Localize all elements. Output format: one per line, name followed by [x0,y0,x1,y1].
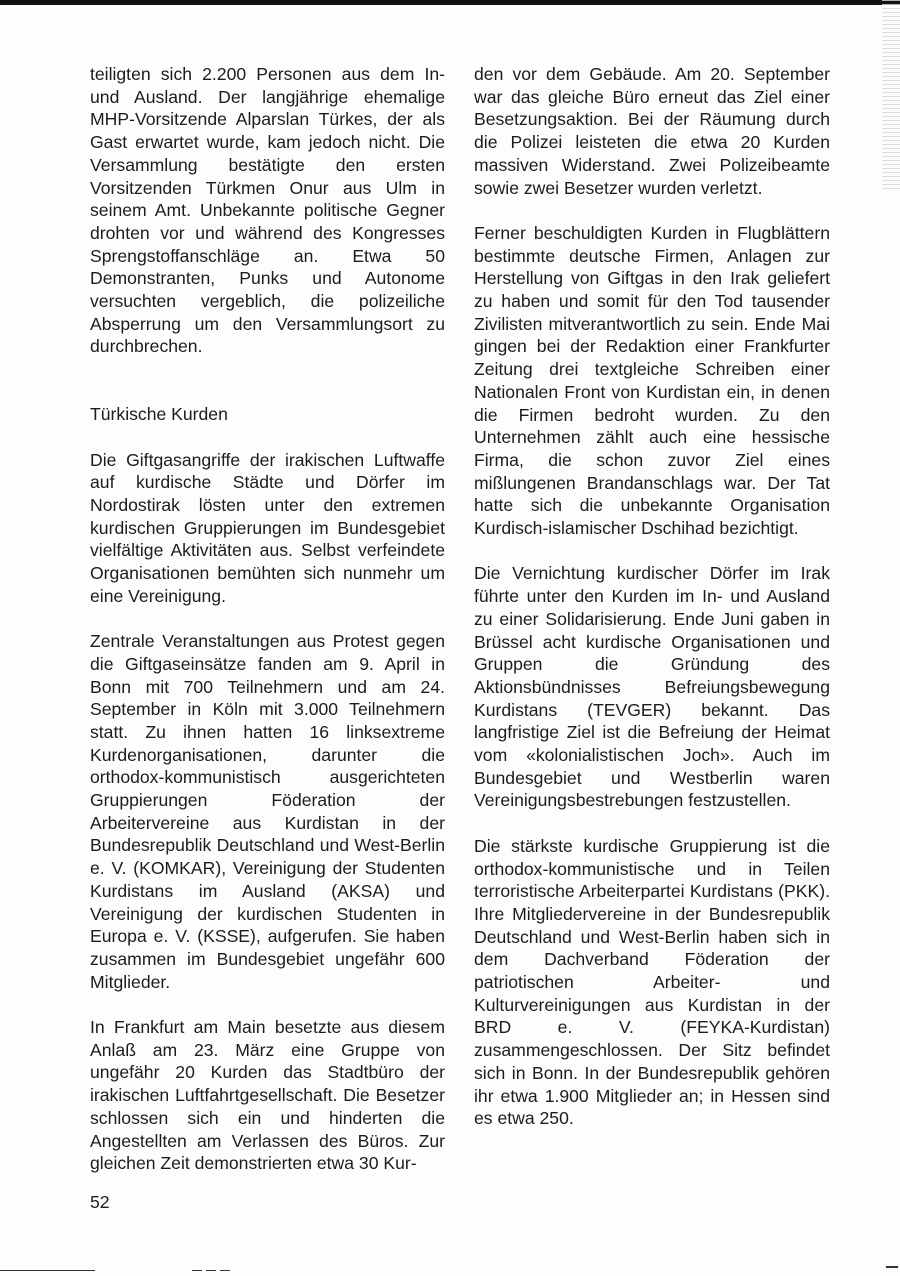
scan-edge [882,0,900,190]
top-border [0,0,900,5]
paragraph: Ferner beschuldigten Kurden in Flugblättern bestimmte deutsche Firmen, Anlagen zur Herstellung von Giftgas in den Irak geliefert zu haben und somit für den Tod tausender Zivilisten mitverantwortlich zu sein. Ende Mai gingen bei der Redaktion einer Frankfurter Zeitung drei textgleiche Schreiben einer Nationalen Front von Kurdistan ein, in denen die Firmen bedroht wurden. Zu den Unternehmen zählt auch eine hessische Firma, die schon zuvor Ziel eines mißlungenen Brandanschlags war. Der Tat hatte sich die unbekannte Organisation Kurdisch-islamischer Dschihad bezichtigt. [474,222,830,539]
scan-mark [192,1270,232,1271]
paragraph: Die Vernichtung kurdischer Dörfer im Irak führte unter den Kurden im In- und Ausland zu einer Solidarisierung. Ende Juni gaben in Brüssel acht kurdische Organisationen und Gruppen die Gründung des Aktionsbündnisses Befreiungsbewegung Kurdistans (TEVGER) bekannt. Das langfristige Ziel ist die Befreiung der Heimat vom «kolonialistischen Joch». Auch im Bundesgebiet und Westberlin waren Vereinigungsbestrebungen festzustellen. [474,563,830,811]
paragraph: teiligten sich 2.200 Personen aus dem In- und Ausland. Der langjährige ehemalige MHP-Vorsitzende Alparslan Türkes, der als Gast erwartet wurde, kam jedoch nicht. Die Versammlung bestätigte den ersten Vorsitzenden Türkmen Onur aus Ulm in seinem Amt. Unbekannte politische Gegner drohten vor und während des Kongresses Sprengstoffanschläge an. Etwa 50 Demonstranten, Punks und Autonome versuchten vergeblich, die polizeiliche Absperrung um den Versammlungsort zu durchbrechen. [90,64,445,357]
page-number: 52 [90,1192,110,1212]
paragraph: den vor dem Gebäude. Am 20. September war das gleiche Büro erneut das Ziel einer Besetzungsaktion. Bei der Räumung durch die Polizei leisteten die etwa 20 Kurden massiven Widerstand. Zwei Polizeibeamte sowie zwei Besetzer wurden verletzt. [474,64,830,198]
paragraph: In Frankfurt am Main besetzte aus diesem Anlaß am 23. März eine Gruppe von ungefähr 20 Kurden das Stadtbüro der irakischen Luftfahrtgesellschaft. Die Besetzer schlossen sich ein und hinderten die Angestellten am Verlassen des Büros. Zur gleichen Zeit demonstrierten etwa 30 Kur- [90,1017,445,1174]
scan-mark [886,1266,898,1268]
paragraph: Die stärkste kurdische Gruppierung ist die orthodox-kommunistische und in Teilen terroristische Arbeiterpartei Kurdistans (PKK). Ihre Mitgliedervereine in der Bundesrepublik Deutschland und West-Berlin haben sich in dem Dachverband Föderation der patriotischen Arbeiter- und Kulturvereinigungen aus Kurdistan in der BRD e. V. (FEYKA-Kurdistan) zusammengeschlossen. Der Sitz befindet sich in Bonn. In der Bundesrepublik gehören ihr etwa 1.900 Mitglieder an; in Hessen sind es etwa 250. [474,835,830,1129]
right-column [474,63,830,1130]
section-heading: Türkische Kurden [90,404,228,425]
paragraph: Zentrale Veranstaltungen aus Protest gegen die Giftgaseinsätze fanden am 9. April in Bonn mit 700 Teilnehmern und am 24. September in Köln mit 3.000 Teilnehmern statt. Zu ihnen hatten 16 linksextreme Kurdenorganisationen, darunter die orthodox-kommunistisch ausgerichteten Gruppierungen Föderation der Arbeitervereine aus Kurdistan in der Bundesrepublik Deutschland und West-Berlin e. V. (KOMKAR), Vereinigung der Studenten Kurdistans im Ausland (AKSA) und Vereinigung der kurdischen Studenten in Europa e. V. (KSSE), aufgerufen. Sie haben zusammen im Bundesgebiet ungefähr 600 Mitglieder. [90,631,445,992]
left-column [90,63,445,1175]
scan-mark [0,1270,95,1271]
paragraph: Die Giftgasangriffe der irakischen Luftwaffe auf kurdische Städte und Dörfer im Nordostirak lösten unter den extremen kurdischen Gruppierungen im Bundesgebiet vielfältige Aktivitäten aus. Selbst verfeindete Organisationen bemühten sich nunmehr um eine Vereinigung. [90,449,445,606]
